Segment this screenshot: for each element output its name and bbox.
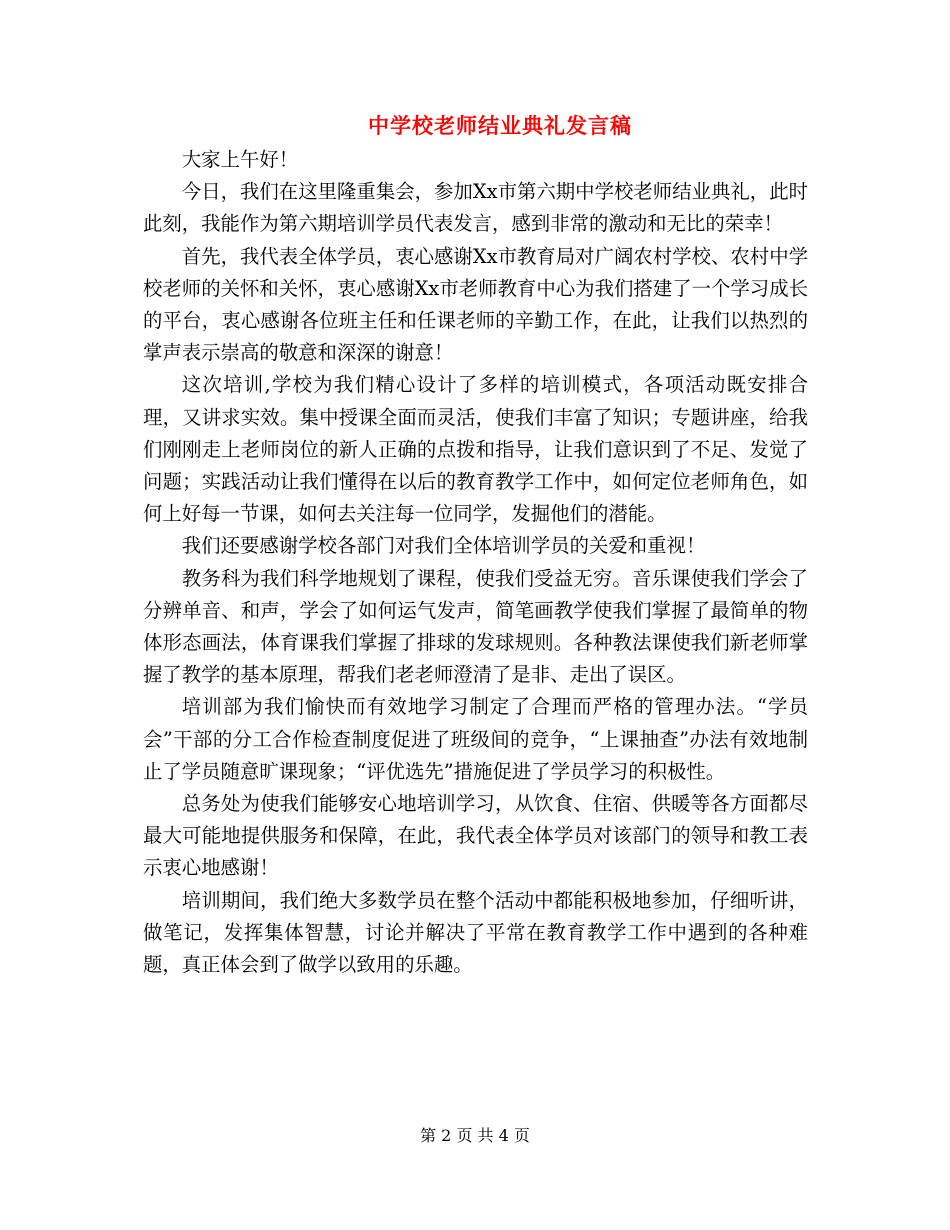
- paragraph-opening: 今日，我们在这里隆重集会，参加Xx市第六期中学校老师结业典礼，此时此刻，我能作为第六期培训学员代表发言，感到非常的激动和无比的荣幸！: [143, 180, 808, 236]
- paragraph-training-dept: 培训部为我们愉快而有效地学习制定了合理而严格的管理办法。“学员会”干部的分工合作检查制度促进了班级间的竞争，“上课抽查”办法有效地制止了学员随意旷课现象；“评优选先”措施促进了学员学习的积极性。: [143, 695, 808, 783]
- document-title: 中学校老师结业典礼发言稿: [368, 113, 632, 138]
- page-number-label: 第 2 页 共 4 页: [420, 1126, 530, 1145]
- paragraph-academic-affairs: 教务科为我们科学地规划了课程，使我们受益无穷。音乐课使我们学会了分辨单音、和声，学会了如何运气发声，简笔画教学使我们掌握了最简单的物体形态画法，体育课我们掌握了排球的发球规则。各种教法课使我们新老师掌握了教学的基本原理，帮我们老老师澄清了是非、走出了误区。: [143, 566, 808, 687]
- paragraph-departments: 我们还要感谢学校各部门对我们全体培训学员的关爱和重视！: [181, 534, 706, 558]
- paragraph-thanks: 首先，我代表全体学员，衷心感谢Xx市教育局对广阔农村学校、农村中学校老师的关怀和关怀，衷心感谢Xx市老师教育中心为我们搭建了一个学习成长的平台，衷心感谢各位班主任和任课老师的辛勤工作，在此，让我们以热烈的掌声表示崇高的敬意和深深的谢意！: [143, 244, 808, 365]
- page-footer: [0, 1123, 950, 1146]
- document-body: [143, 144, 808, 981]
- paragraph-participation: 培训期间，我们绝大多数学员在整个活动中都能积极地参加，仔细听讲，做笔记，发挥集体智慧，讨论并解决了平常在教育教学工作中遇到的各种难题，真正体会到了做学以致用的乐趣。: [143, 888, 808, 977]
- paragraph-greeting: 大家上午好！: [181, 148, 299, 171]
- paragraph-training-design: 这次培训,学校为我们精心设计了多样的培训模式，各项活动既安排合理，又讲求实效。集中授课全面而灵活，使我们丰富了知识；专题讲座，给我们刚刚走上老师岗位的新人正确的点拨和指导，让我们意识到了不足、发觉了问题；实践活动让我们懂得在以后的教育教学工作中，如何定位老师角色，如何上好每一节课，如何去关注每一位同学，发掘他们的潜能。: [143, 373, 808, 526]
- paragraph-general-affairs: 总务处为使我们能够安心地培训学习，从饮食、住宿、供暖等各方面都尽最大可能地提供服务和保障，在此，我代表全体学员对该部门的领导和教工表示衷心地感谢！: [143, 792, 808, 880]
